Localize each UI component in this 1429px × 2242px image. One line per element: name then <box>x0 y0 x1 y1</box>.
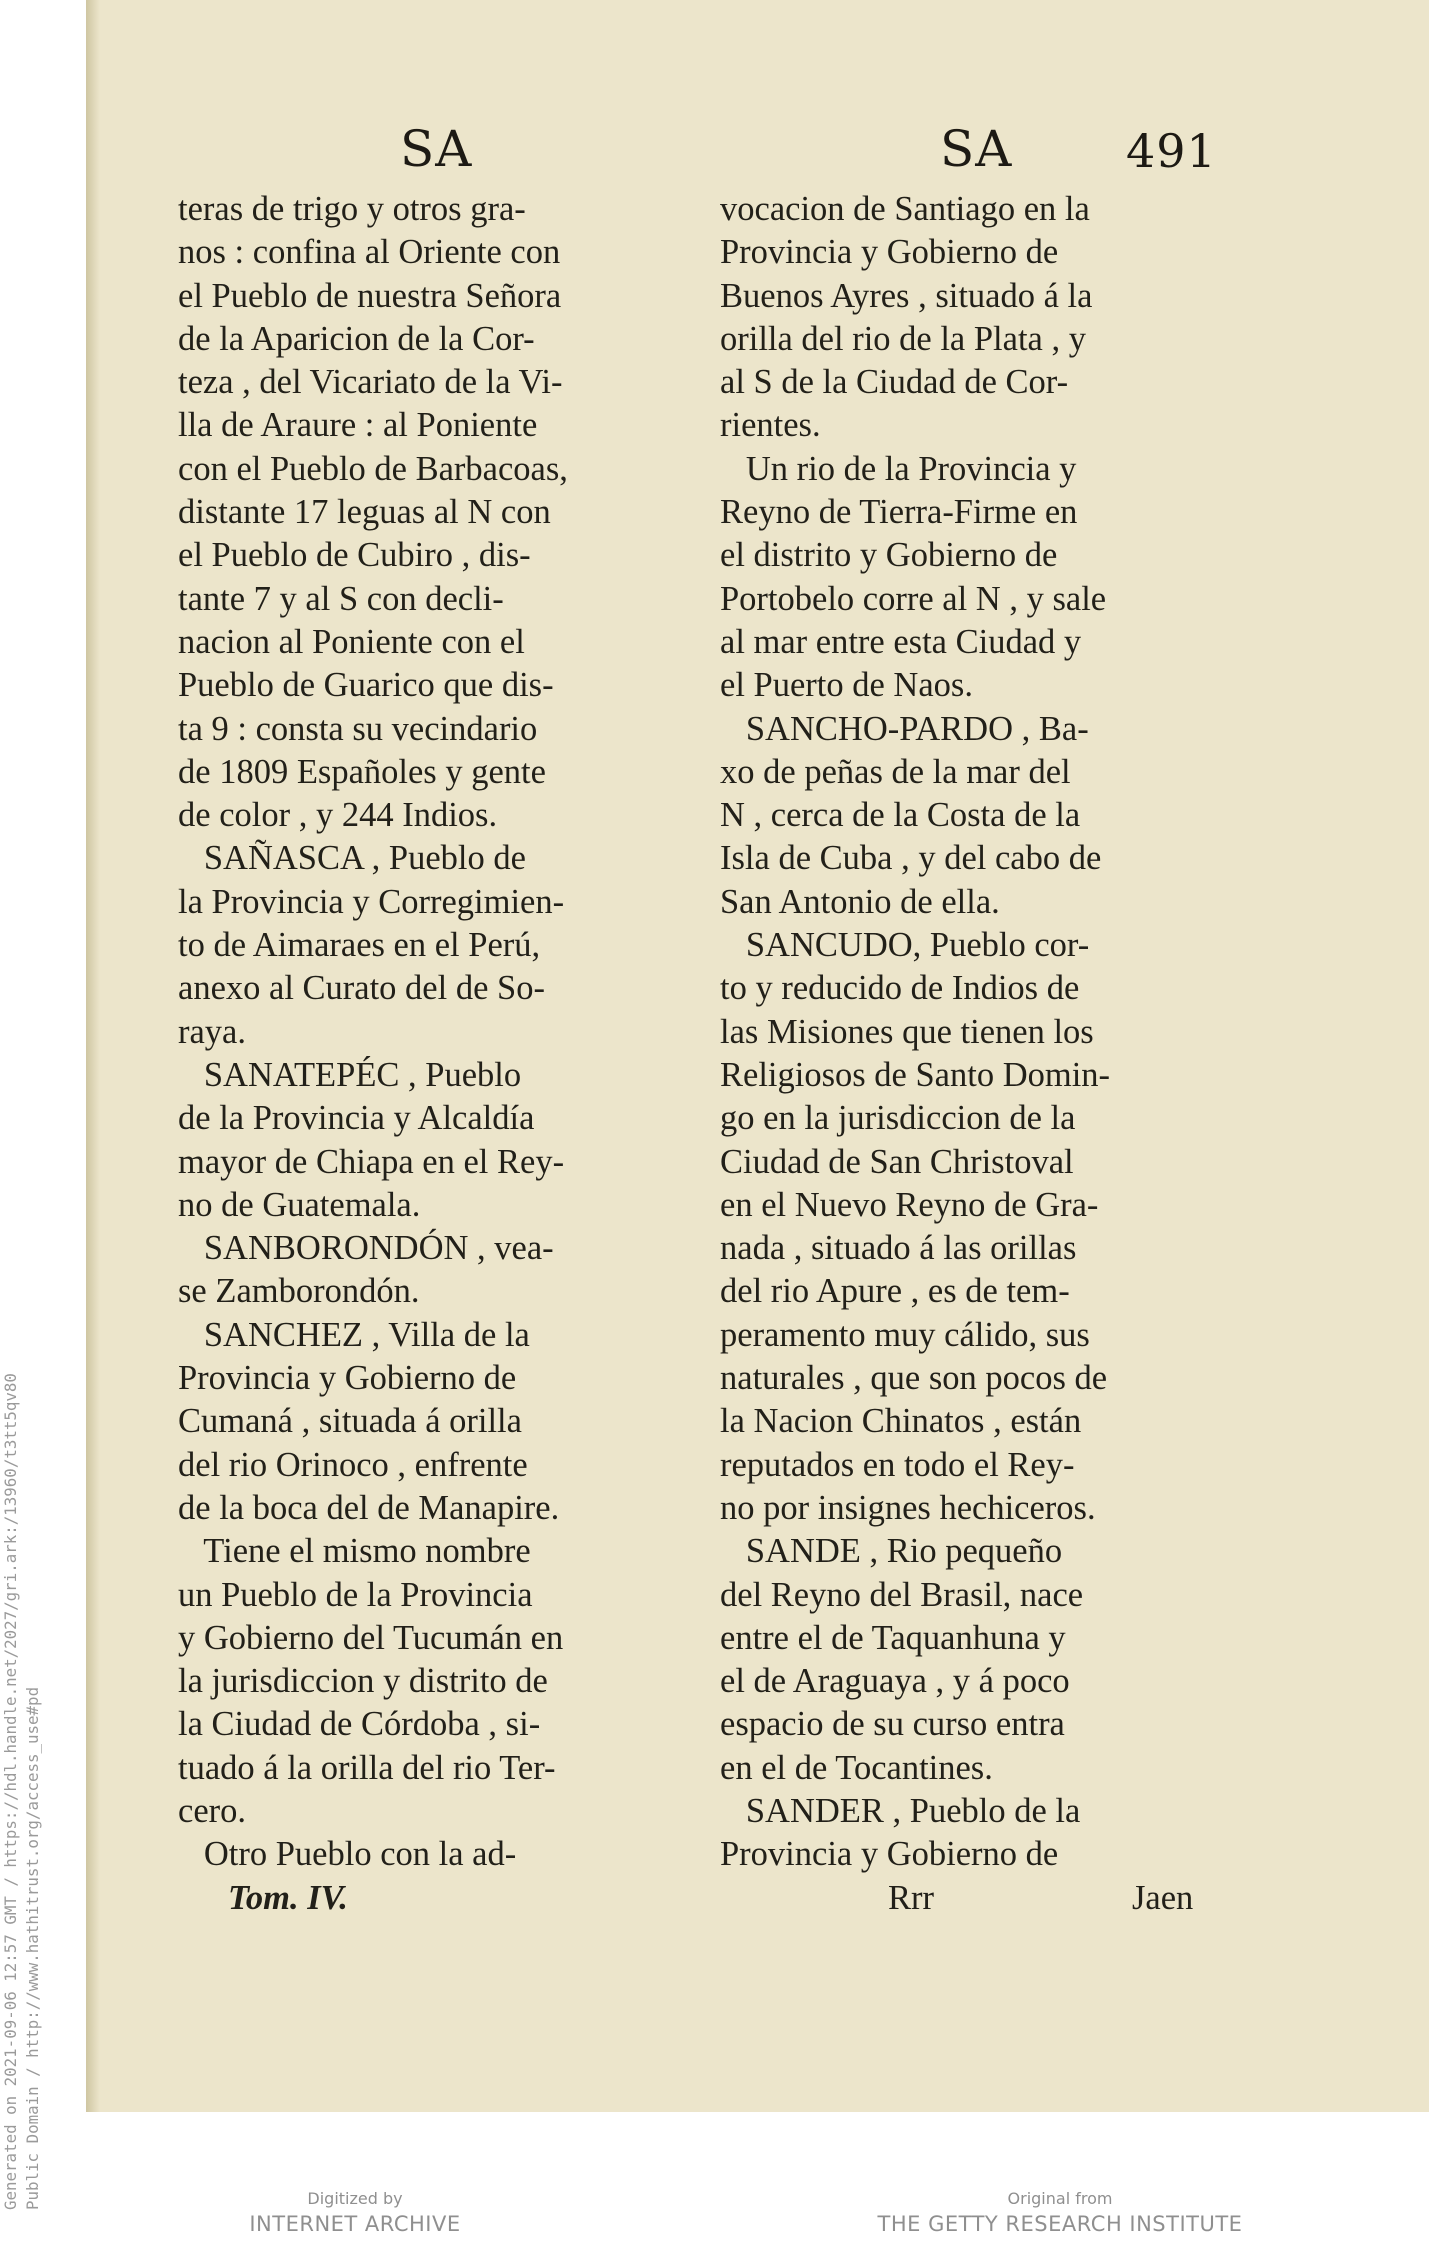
generation-stamp <box>0 1373 44 2210</box>
text-line: raya. <box>178 1012 246 1051</box>
text-line: SANBORONDÓN , vea- <box>178 1229 554 1268</box>
text-line: no por insignes hechiceros. <box>720 1488 1096 1527</box>
volume-mark: Tom. IV. <box>228 1878 348 1917</box>
text-line: nos : confina al Oriente con <box>178 233 561 272</box>
text-line: rientes. <box>720 406 821 445</box>
text-line: Portobelo corre al N , y sale <box>720 579 1107 618</box>
text-line: Reyno de Tierra-Firme en <box>720 493 1078 532</box>
text-line: tuado á la orilla del rio Ter- <box>178 1748 556 1787</box>
text-line: reputados en todo el Rey- <box>720 1445 1075 1484</box>
text-line: cero. <box>178 1791 246 1830</box>
text-line: mayor de Chiapa en el Rey- <box>178 1142 565 1181</box>
text-line: teza , del Vicariato de la Vi- <box>178 363 563 402</box>
left-text-column <box>178 188 678 1920</box>
text-line: N , cerca de la Costa de la <box>720 796 1081 835</box>
text-line: de la Provincia y Alcaldía <box>178 1099 535 1138</box>
text-line: San Antonio de ella. <box>720 882 1000 921</box>
text-line: orilla del rio de la Plata , y <box>720 319 1086 358</box>
text-line: un Pueblo de la Provincia <box>178 1575 533 1614</box>
text-line: del rio Apure , es de tem- <box>720 1272 1070 1311</box>
text-line: Provincia y Gobierno de <box>720 233 1059 272</box>
text-line: la Nacion Chinatos , están <box>720 1402 1082 1441</box>
stamp-line-1: Generated on 2021-09-06 12:57 GMT / https://hdl.handle.net/2027/gri.ark:/13960/t3tt5qv80 <box>1 1373 20 2210</box>
text-line: se Zamborondón. <box>178 1272 420 1311</box>
text-line: Tiene el mismo nombre <box>178 1532 531 1571</box>
text-line: al S de la Ciudad de Cor- <box>720 363 1069 402</box>
text-line: en el Nuevo Reyno de Gra- <box>720 1185 1099 1224</box>
text-line: el de Araguaya , y á poco <box>720 1662 1070 1701</box>
page-number: 491 <box>1126 124 1217 178</box>
text-line: del Reyno del Brasil, nace <box>720 1575 1084 1614</box>
text-line: Provincia y Gobierno de <box>178 1359 517 1398</box>
text-line: Otro Pueblo con la ad- <box>178 1835 517 1874</box>
stamp-line-2: Public Domain / http://www.hathitrust.org/access_use#pd <box>23 1686 42 2210</box>
text-line: anexo al Curato del de So- <box>178 969 545 1008</box>
text-line: la Ciudad de Córdoba , si- <box>178 1705 541 1744</box>
text-line: SANCUDO, Pueblo cor- <box>720 926 1090 965</box>
catchword: Jaen <box>1132 1878 1194 1917</box>
text-line: el Pueblo de Cubiro , dis- <box>178 536 531 575</box>
text-line: go en la jurisdiccion de la <box>720 1099 1076 1138</box>
right-footer-line <box>720 1877 1220 1920</box>
text-line: no de Guatemala. <box>178 1185 421 1224</box>
text-line: las Misiones que tienen los <box>720 1012 1094 1051</box>
internet-archive-label: INTERNET ARCHIVE <box>249 2212 461 2236</box>
text-line: Pueblo de Guarico que dis- <box>178 666 554 705</box>
getty-institute-label: THE GETTY RESEARCH INSTITUTE <box>877 2212 1243 2236</box>
text-line: naturales , que son pocos de <box>720 1359 1108 1398</box>
text-line: la jurisdiccion y distrito de <box>178 1662 548 1701</box>
text-line: SANATEPÉC , Pueblo <box>178 1055 522 1094</box>
text-line: de 1809 Españoles y gente <box>178 752 546 791</box>
text-line: vocacion de Santiago en la <box>720 190 1090 228</box>
text-line: ta 9 : consta su vecindario <box>178 709 538 748</box>
text-line: xo de peñas de la mar del <box>720 752 1071 791</box>
running-header-right: SA <box>940 120 1013 178</box>
text-line: de la Aparicion de la Cor- <box>178 319 535 358</box>
digitized-by-label: Digitized by <box>307 2189 403 2208</box>
text-line: el distrito y Gobierno de <box>720 536 1058 575</box>
original-from-label: Original from <box>1007 2189 1113 2208</box>
text-line: peramento muy cálido, sus <box>720 1315 1090 1354</box>
text-line: SANCHO-PARDO , Ba- <box>720 709 1089 748</box>
text-line: SANCHEZ , Villa de la <box>178 1315 530 1354</box>
text-line: del rio Orinoco , enfrente <box>178 1445 528 1484</box>
text-line: teras de trigo y otros gra- <box>178 190 526 228</box>
text-line: el Puerto de Naos. <box>720 666 973 705</box>
text-line: to de Aimaraes en el Perú, <box>178 926 541 965</box>
text-line: en el de Tocantines. <box>720 1748 993 1787</box>
text-line: SANDE , Rio pequeño <box>720 1532 1063 1571</box>
signature-mark: Rrr <box>888 1878 934 1917</box>
text-line: con el Pueblo de Barbacoas, <box>178 449 568 488</box>
text-line: nacion al Poniente con el <box>178 622 525 661</box>
text-line: Buenos Ayres , situado á la <box>720 276 1093 315</box>
text-line: Religiosos de Santo Domin- <box>720 1055 1111 1094</box>
text-line: Isla de Cuba , y del cabo de <box>720 839 1102 878</box>
right-text-column <box>720 188 1220 1920</box>
text-line: to y reducido de Indios de <box>720 969 1080 1008</box>
digitized-by-credit <box>230 2188 480 2238</box>
text-line: de color , y 244 Indios. <box>178 796 498 835</box>
text-line: Cumaná , situada á orilla <box>178 1402 522 1441</box>
text-line: entre el de Taquanhuna y <box>720 1618 1066 1657</box>
text-line: SAÑASCA , Pueblo de <box>178 839 526 878</box>
left-footer-line <box>178 1877 678 1920</box>
text-line: la Provincia y Corregimien- <box>178 882 565 921</box>
text-line: y Gobierno del Tucumán en <box>178 1618 564 1657</box>
text-line: Ciudad de San Christoval <box>720 1142 1074 1181</box>
text-line: de la boca del de Manapire. <box>178 1488 560 1527</box>
text-line: nada , situado á las orillas <box>720 1229 1077 1268</box>
text-line: distante 17 leguas al N con <box>178 493 551 532</box>
text-line: lla de Araure : al Poniente <box>178 406 538 445</box>
original-from-credit <box>860 2188 1260 2238</box>
text-line: Un rio de la Provincia y <box>720 449 1077 488</box>
running-header-left: SA <box>400 120 473 178</box>
text-line: SANDER , Pueblo de la <box>720 1791 1081 1830</box>
text-line: espacio de su curso entra <box>720 1705 1065 1744</box>
text-line: tante 7 y al S con decli- <box>178 579 504 618</box>
text-line: Provincia y Gobierno de <box>720 1835 1059 1874</box>
text-line: el Pueblo de nuestra Señora <box>178 276 562 315</box>
text-line: al mar entre esta Ciudad y <box>720 622 1082 661</box>
